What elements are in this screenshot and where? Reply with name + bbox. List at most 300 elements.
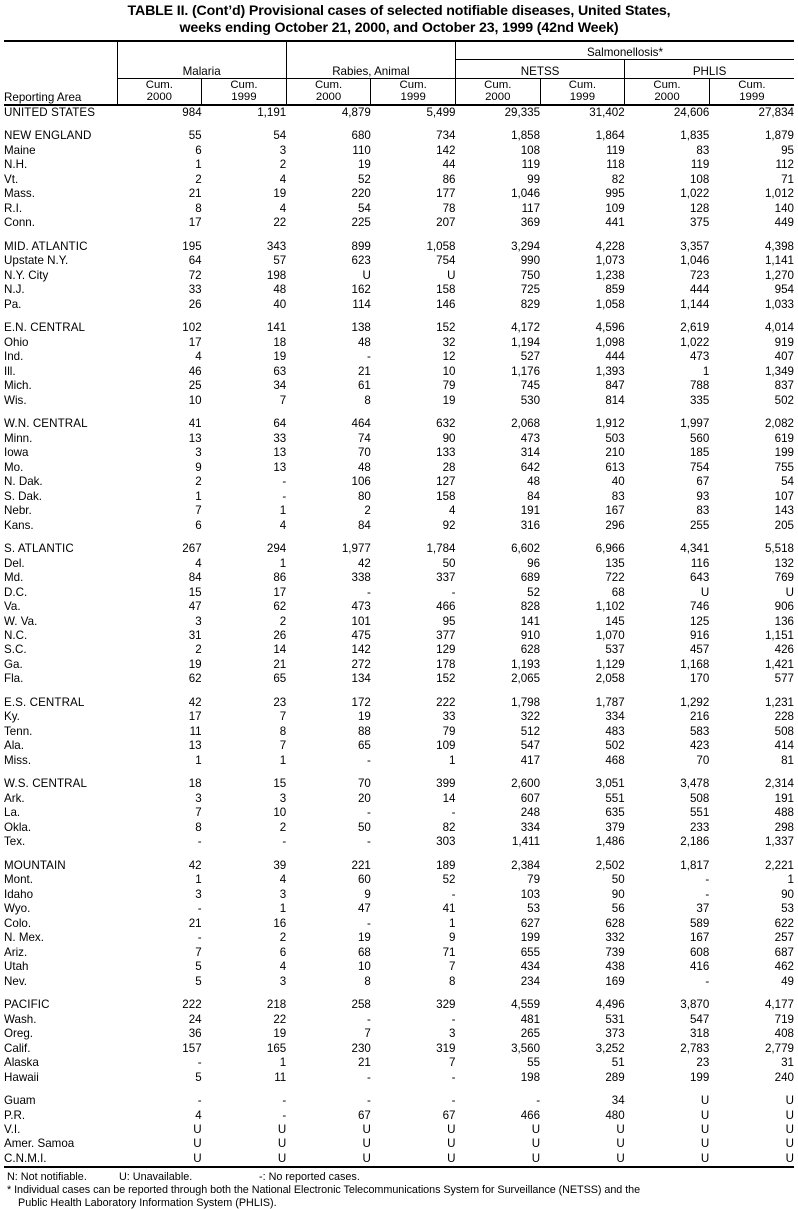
row-value-cell: 48 [357,460,371,474]
row-value-cell: 2 [195,172,202,186]
row-value-cell: - [197,902,202,916]
row-value-cell: 1,194 [511,335,541,349]
row-value-cell: U [785,1151,794,1165]
row-value-cell: 48 [273,283,287,297]
row-value-cell: 114 [352,297,371,311]
row-area-label: Ill. [4,364,16,378]
row-value-cell: 93 [696,489,710,503]
row-value-cell: 5,518 [764,542,794,556]
row-value-cell: 1,058 [595,297,625,311]
row-value-cell: 119 [606,143,625,157]
row-value-cell: 1,022 [680,187,710,201]
row-value-cell: 16 [273,916,287,930]
row-value-cell: 2,619 [680,321,710,335]
row-value-cell: 51 [611,1056,625,1070]
table-row [4,777,794,791]
row-value-cell: U [447,1151,456,1165]
row-value-cell: 537 [605,643,625,657]
row-value-cell: 141 [266,321,287,335]
row-value-cell: 3 [195,791,202,805]
row-value-cell: 216 [689,710,710,724]
table-row [4,806,794,820]
row-area-label: Wis. [4,393,27,407]
row-value-cell: 7 [279,710,287,724]
row-value-cell: 40 [611,475,625,489]
row-value-cell: 1,073 [595,254,625,268]
row-value-cell: U [700,1137,710,1151]
row-value-cell: 220 [351,187,371,201]
row-value-cell: 198 [266,268,287,282]
row-area-label: S. ATLANTIC [4,542,74,556]
row-value-cell: 158 [436,283,456,297]
row-area-label: N.H. [4,158,28,172]
table-row [4,240,794,254]
row-value-cell: U [785,1094,794,1108]
year-label: 1999 [400,91,426,104]
row-value-cell: 167 [605,504,625,518]
row-value-cell: - [197,835,202,849]
header-blank-area-2 [4,59,117,78]
table-row [4,216,794,230]
row-value-cell: 628 [605,916,625,930]
row-value-cell: 55 [188,129,202,143]
row-value-cell: 90 [611,887,625,901]
row-value-cell: 1 [702,364,710,378]
row-value-cell: 49 [781,974,794,988]
row-value-cell: 189 [436,858,456,872]
row-value-cell: 8 [195,820,202,834]
row-value-cell: 1,012 [764,187,794,201]
row-value-cell: 408 [774,1027,794,1041]
row-value-cell: 560 [689,431,710,445]
row-value-cell: 90 [781,887,794,901]
row-value-cell: 32 [442,335,456,349]
row-value-cell: 369 [520,216,541,230]
row-area-label: Amer. Samoa [4,1137,75,1151]
row-value-cell: 11 [274,1070,287,1084]
table-row [4,446,794,460]
header-blank-malaria [117,42,286,59]
row-value-cell: - [451,1094,456,1108]
row-value-cell: 4 [279,873,287,887]
row-value-cell: 4,559 [511,998,541,1012]
row-area-label: Idaho [4,887,34,901]
row-value-cell: 1,191 [257,106,287,119]
row-value-cell: 103 [520,887,541,901]
row-value-cell: 473 [689,350,710,364]
row-value-cell: 4 [449,504,456,518]
row-value-cell: 60 [357,873,371,887]
row-value-cell: - [451,585,456,599]
row-value-cell: 990 [520,254,541,268]
row-value-cell: U [362,268,371,282]
row-value-cell: 79 [442,724,456,738]
row-value-cell: 99 [527,172,541,186]
row-value-cell: 1 [279,556,287,570]
row-value-cell: 240 [774,1070,794,1084]
row-value-cell: 739 [605,945,625,959]
row-value-cell: 1,193 [511,657,541,671]
row-value-cell: 90 [442,431,456,445]
row-value-cell: 2,186 [680,835,710,849]
row-value-cell: 7 [195,945,202,959]
row-value-cell: 829 [520,297,541,311]
row-area-label: Nebr. [4,504,32,518]
footnote-star-line-1: * Individual cases can be reported through both the National Electronic Telecommunications System for Surveillance (NETSS) and the [7,1184,641,1197]
row-value-cell: 4 [279,172,287,186]
row-value-cell: 26 [273,628,287,642]
row-value-cell: 423 [689,739,710,753]
spacer-cell [4,533,794,542]
row-value-cell: U [193,1123,202,1136]
row-value-cell: 36 [188,1027,202,1041]
row-value-cell: 734 [436,129,456,143]
row-value-cell: 984 [182,106,202,119]
row-value-cell: - [197,1094,202,1108]
row-value-cell: 54 [781,475,794,489]
row-value-cell: 24,606 [673,106,710,119]
spacer-cell [4,408,794,417]
row-value-cell: - [705,873,710,887]
row-value-cell: 132 [774,556,794,570]
row-value-cell: - [451,1070,456,1084]
row-value-cell: 547 [689,1012,710,1026]
row-area-label: Mo. [4,460,24,474]
row-value-cell: 343 [266,239,287,253]
row-area-label: Fla. [4,672,24,686]
row-value-cell: 112 [775,158,794,172]
spacer-cell [4,850,794,859]
row-value-cell: 57 [273,254,287,268]
row-value-cell: 1 [195,753,202,767]
row-area-label: Conn. [4,216,35,230]
row-value-cell: 191 [520,504,541,518]
row-value-cell: 205 [774,518,794,532]
header-row-salmonellosis [4,42,794,59]
row-value-cell: 34 [273,379,287,393]
row-value-cell: 21 [273,657,287,671]
row-value-cell: 17 [188,710,202,724]
header-blank-area [4,42,117,59]
row-value-cell: 25 [188,379,202,393]
row-area-label: Ky. [4,710,20,724]
row-value-cell: 6 [279,945,287,959]
row-value-cell: 71 [442,945,456,959]
row-value-cell: 19 [188,657,202,671]
row-value-cell: 18 [188,777,202,791]
row-value-cell: 42 [357,556,371,570]
row-value-cell: 152 [436,672,456,686]
row-value-cell: 1,022 [680,335,710,349]
title-line-1: TABLE II. (Cont’d) Provisional cases of selected notifiable diseases, United States, [127,3,671,19]
row-value-cell: 2 [195,643,202,657]
row-value-cell: 332 [605,931,625,945]
row-value-cell: 627 [520,916,541,930]
table-row [4,960,794,974]
row-value-cell: 82 [611,172,625,186]
row-value-cell: 13 [188,431,202,445]
row-value-cell: 1,238 [595,268,625,282]
row-value-cell: 551 [689,806,710,820]
table-bottom-rule [4,1167,794,1168]
row-area-label: Wyo. [4,902,31,916]
row-value-cell: 1 [279,504,287,518]
row-value-cell: 298 [774,820,794,834]
row-value-cell: 6,966 [595,542,625,556]
row-value-cell: 70 [357,446,371,460]
row-value-cell: 916 [689,628,710,642]
table-row [4,1094,794,1108]
row-value-cell: 127 [436,475,456,489]
row-value-cell: - [451,887,456,901]
row-value-cell: 207 [436,216,456,230]
header-col-phlis-1999 [709,78,794,105]
row-value-cell: 589 [689,916,710,930]
row-value-cell: 859 [605,283,625,297]
row-area-label: Del. [4,556,25,570]
row-value-cell: 407 [774,350,794,364]
row-value-cell: 3,252 [595,1041,625,1055]
row-value-cell: 416 [689,960,710,974]
row-value-cell: 473 [520,431,541,445]
row-value-cell: 135 [605,556,625,570]
row-value-cell: 2,221 [764,858,794,872]
row-value-cell: 4,177 [764,998,794,1012]
table-row [4,321,794,335]
row-value-cell: 9 [449,931,456,945]
row-value-cell: 1 [279,753,287,767]
row-value-cell: 1,787 [595,695,625,709]
row-value-cell: 102 [182,321,202,335]
row-value-cell: 2,600 [511,777,541,791]
row-value-cell: 80 [357,489,371,503]
row-value-cell: - [366,350,371,364]
row-area-label: Oreg. [4,1027,33,1041]
row-value-cell: 2 [195,475,202,489]
row-value-cell: - [366,1012,371,1026]
row-value-cell: 157 [182,1041,202,1055]
table-row [4,461,794,475]
row-value-cell: U [193,1137,202,1151]
row-value-cell: 899 [351,239,371,253]
header-group-rabies-animal: Rabies, Animal [286,59,455,78]
table-row [4,557,794,571]
table-body [4,105,794,1168]
row-value-cell: 2,068 [511,417,541,431]
row-value-cell: 531 [605,1012,625,1026]
table-row [4,1109,794,1123]
row-value-cell: 1,486 [595,835,625,849]
row-value-cell: 4,341 [680,542,710,556]
footnote-key-u: U: Unavailable. [119,1171,193,1184]
row-value-cell: 4,172 [511,321,541,335]
row-value-cell: 334 [605,710,625,724]
row-area-label: Mich. [4,379,32,393]
row-value-cell: 1,421 [764,657,794,671]
row-value-cell: 83 [696,143,710,157]
row-value-cell: 74 [357,431,371,445]
row-value-cell: 152 [436,321,456,335]
row-value-cell: U [362,1123,371,1136]
row-value-cell: 4,014 [764,321,794,335]
row-value-cell: 4,596 [595,321,625,335]
row-value-cell: 995 [605,187,625,201]
row-value-cell: 21 [188,187,202,201]
row-value-cell: 337 [436,571,456,585]
row-value-cell: 3 [195,887,202,901]
table-row [4,475,794,489]
row-value-cell: 86 [442,172,456,186]
row-value-cell: 133 [436,446,456,460]
row-value-cell: 607 [520,791,541,805]
header-col-netss-1999 [540,78,625,105]
row-value-cell: 267 [182,542,202,556]
row-value-cell: - [366,806,371,820]
row-area-label: Ariz. [4,945,28,959]
row-value-cell: 72 [188,268,202,282]
row-value-cell: 3 [279,791,287,805]
row-value-cell: 508 [774,724,794,738]
row-value-cell: 3,870 [680,998,710,1012]
row-value-cell: 399 [436,777,456,791]
row-value-cell: - [451,806,456,820]
table-row [4,600,794,614]
row-area-label: P.R. [4,1108,26,1122]
row-area-label: UNITED STATES [4,106,96,119]
row-value-cell: 608 [689,945,710,959]
row-value-cell: U [700,1094,710,1108]
row-value-cell: 169 [605,974,625,988]
row-value-cell: 303 [436,835,456,849]
table-row [4,254,794,268]
row-value-cell: 34 [611,1094,625,1108]
row-value-cell: 50 [357,820,371,834]
row-value-cell: 468 [605,753,625,767]
row-value-cell: - [197,1056,202,1070]
table-row [4,269,794,283]
row-value-cell: 234 [520,974,541,988]
row-value-cell: 10 [442,364,456,378]
row-value-cell: 635 [605,806,625,820]
row-value-cell: 1,046 [511,187,541,201]
row-value-cell: U [447,1123,456,1136]
row-value-cell: 4,228 [595,239,625,253]
row-value-cell: 165 [266,1041,287,1055]
row-value-cell: 257 [774,931,794,945]
row-value-cell: 14 [273,643,287,657]
row-value-cell: 31 [188,628,202,642]
row-value-cell: 2,384 [511,858,541,872]
row-value-cell: 195 [182,239,202,253]
row-value-cell: 577 [774,672,794,686]
row-value-cell: 27,834 [758,106,794,119]
row-value-cell: 2 [279,158,287,172]
row-value-cell: U [193,1151,202,1165]
row-value-cell: 508 [689,791,710,805]
row-value-cell: 88 [357,724,371,738]
row-value-cell: 145 [605,614,625,628]
row-value-cell: 29,335 [504,106,541,119]
row-value-cell: 441 [605,216,625,230]
row-value-cell: 23 [696,1056,710,1070]
row-value-cell: 1 [195,489,202,503]
row-value-cell: 84 [357,518,371,532]
year-label: 2000 [485,91,511,104]
row-value-cell: 788 [689,379,710,393]
row-value-cell: - [705,887,710,901]
row-value-cell: 255 [689,518,710,532]
row-value-cell: 86 [273,571,287,585]
row-value-cell: 1 [449,753,456,767]
row-value-cell: 3 [449,1027,456,1041]
row-value-cell: 21 [357,364,371,378]
year-label: 1999 [569,91,596,104]
row-value-cell: 70 [357,777,371,791]
year-label: 1999 [739,91,765,104]
table-row [4,725,794,739]
row-value-cell: 1,231 [764,695,794,709]
row-area-label: N.Y. City [4,268,49,282]
row-value-cell: 1,144 [680,297,710,311]
table-row [4,105,794,120]
row-area-label: Ala. [4,739,24,753]
row-value-cell: 222 [436,695,456,709]
row-value-cell: 71 [781,172,794,186]
row-value-cell: U [447,1137,456,1151]
table-row [4,519,794,533]
row-value-cell: 466 [520,1108,541,1122]
row-value-cell: 64 [273,417,287,431]
row-value-cell: 4 [279,201,287,215]
row-value-cell: 837 [774,379,794,393]
row-value-cell: 3 [279,887,287,901]
row-value-cell: 17 [188,335,202,349]
row-value-cell: 2 [279,614,287,628]
row-value-cell: 10 [357,960,371,974]
row-value-cell: - [366,835,371,849]
row-value-cell: 2 [364,504,371,518]
row-value-cell: 1 [787,873,794,887]
row-value-cell: 67 [696,475,710,489]
row-area-label: V.I. [4,1123,21,1136]
row-value-cell: 136 [774,614,794,628]
row-area-label: Upstate N.Y. [4,254,69,268]
row-area-label: R.I. [4,201,23,215]
row-value-cell: 167 [689,931,710,945]
row-value-cell: 503 [605,431,625,445]
row-value-cell: 37 [696,902,710,916]
year-label: 1999 [231,91,257,104]
row-value-cell: 1 [195,158,202,172]
row-value-cell: - [282,835,287,849]
row-value-cell: 10 [273,806,287,820]
table-row [4,144,794,158]
row-value-cell: 316 [520,518,541,532]
row-value-cell: 23 [273,695,287,709]
row-value-cell: - [366,1070,371,1084]
row-value-cell: 116 [690,556,710,570]
row-value-cell: 82 [442,820,456,834]
row-value-cell: 63 [273,364,287,378]
row-value-cell: 15 [188,585,202,599]
row-value-cell: 1,879 [764,129,794,143]
row-value-cell: 7 [195,806,202,820]
spacer-cell [4,231,794,240]
footnote-star-line-2: Public Health Laboratory Information System (PHLIS). [18,1196,277,1209]
header-row-groups [4,59,794,78]
row-value-cell: 7 [364,1027,371,1041]
table-row [4,835,794,849]
